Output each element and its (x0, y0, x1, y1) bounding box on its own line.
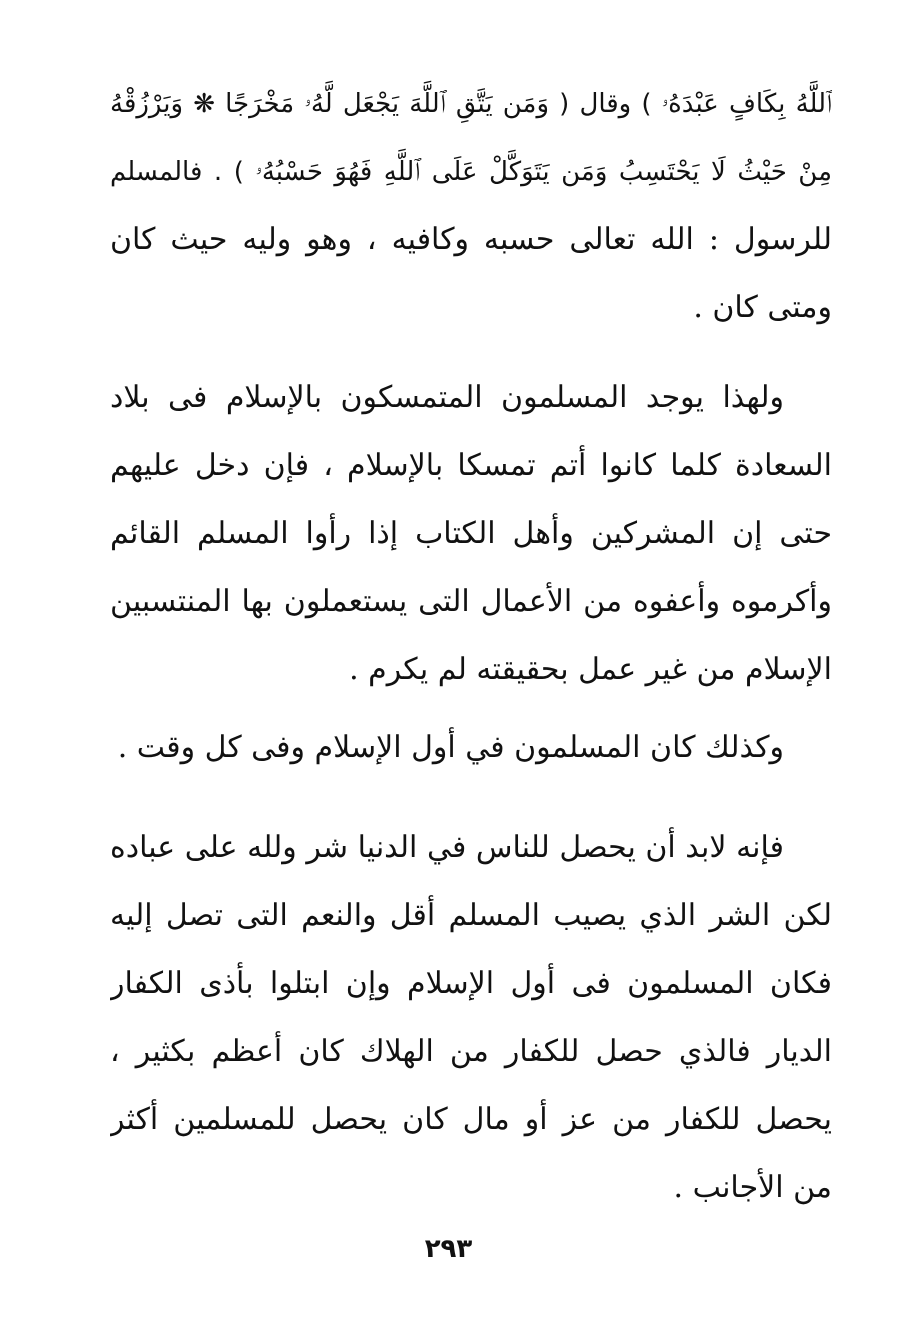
text-line: فكان المسلمون فى أول الإسلام وإن ابتلوا بأذى الكفار (110, 966, 832, 1001)
text-line: فإنه لابد أن يحصل للناس في الدنيا شر ولله على عباده (110, 830, 784, 865)
text-line: يحصل للكفار من عز أو مال كان يحصل للمسلمين أكثر (110, 1102, 832, 1137)
text-line: ولهذا يوجد المسلمون المتمسكون بالإسلام فى بلاد (110, 380, 784, 415)
text-line: ومتى كان . (693, 290, 832, 325)
text-line: للرسول : الله تعالى حسبه وكافيه ، وهو وليه حيث كان (110, 222, 832, 257)
paragraph-early-islam (110, 714, 832, 782)
text-line: لكن الشر الذي يصيب المسلم أقل والنعم التى تصل إليه (110, 898, 832, 933)
text-line: من الأجانب . (673, 1170, 832, 1205)
text-line: الديار فالذي حصل للكفار من الهلاك كان أعظم بكثير ، (110, 1034, 832, 1069)
text-line: وكذلك كان المسلمون في أول الإسلام وفى كل وقت . (117, 730, 784, 765)
paragraph-muslims-in-lands-of-disbelief (110, 364, 832, 704)
text-line: مِنْ حَيْثُ لَا يَحْتَسِبُ وَمَن يَتَوَكَّلْ عَلَى ٱللَّهِ فَهُوَ حَسْبُهُۥ ) . فالمسلم (110, 157, 832, 187)
paragraph-quran-verse (110, 70, 832, 342)
paragraph-good-and-evil (110, 814, 832, 1222)
text-line: ٱللَّهُ بِكَافٍ عَبْدَهُۥ ) وقال ( وَمَن يَتَّقِ ٱللَّهَ يَجْعَل لَّهُۥ مَخْرَجًا ❋ وَيَرْزُقْهُ (110, 89, 832, 119)
text-line: وأكرموه وأعفوه من الأعمال التى يستعملون بها المنتسبين (110, 584, 832, 619)
text-line: السعادة كلما كانوا أتم تمسكا بالإسلام ، فإن دخل عليهم (110, 448, 832, 483)
page-number: ٢٩٣ (424, 1234, 473, 1264)
text-line: حتى إن المشركين وأهل الكتاب إذا رأوا المسلم القائم (110, 516, 832, 551)
text-line: الإسلام من غير عمل بحقيقته لم يكرم . (349, 652, 832, 687)
